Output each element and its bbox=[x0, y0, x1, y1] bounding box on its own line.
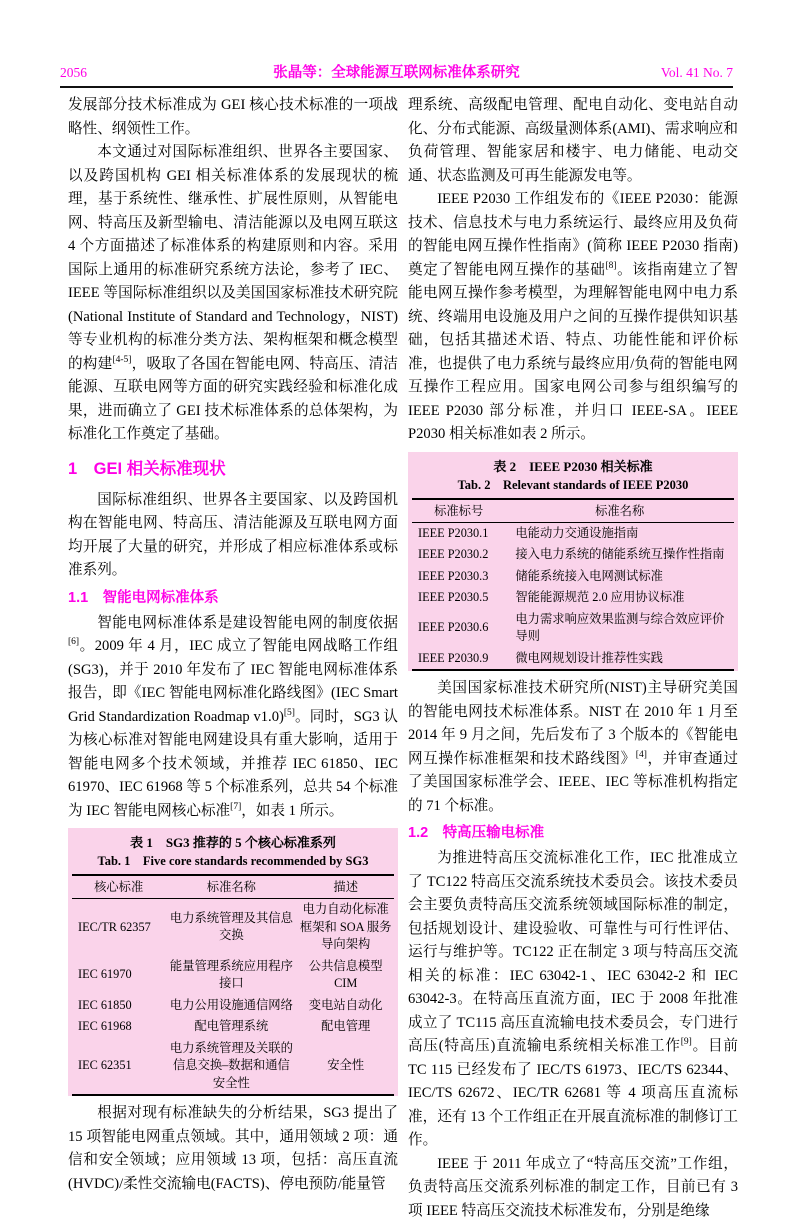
table-2-block bbox=[408, 452, 738, 672]
table-cell: IEEE P2030.9 bbox=[412, 648, 505, 671]
table-cell: 电力系统管理及其信息交换 bbox=[165, 899, 297, 956]
table-cell: IEEE P2030.1 bbox=[412, 522, 505, 544]
paragraph: 为推进特高压交流标准化工作，IEC 批准成立了 TC122 特高压交流系统技术委员会。该技术委员会主要负责特高压交流系统领域国际标准的制定，包括规划设计、建设验收、可靠性与可行性评估、运行与维护等。TC122 正在制定 3 项与特高压交流相关的标准：IEC 63042-1、IEC 63042-2 和 IEC 63042-3。在特高压直流方面，IEC 于 2008 年批准成立了 TC115 高压直流输电技术委员会，专门进行高压(特高压)直流输电系统相关标准工作[9]。目前 TC 115 已经发布了 IEC/TS 61973、IEC/TS 62344、IEC/TS 62672、IEC/TR 62681 等 4 项高压直流标准，还有 13 个工作组正在开展直流标准的制修订工作。 bbox=[408, 847, 738, 1153]
subsection-heading-1-2: 1.2 特高压输电标准 bbox=[408, 822, 738, 844]
table-2-caption-en: Tab. 2 Relevant standards of IEEE P2030 bbox=[412, 476, 734, 494]
subsection-heading-1-1: 1.1 智能电网标准体系 bbox=[68, 587, 398, 609]
table-cell: 智能能源规范 2.0 应用协议标准 bbox=[505, 587, 734, 609]
section-heading-1: 1 GEI 相关标准现状 bbox=[68, 457, 398, 481]
table-row bbox=[72, 899, 394, 956]
table-cell: 电力需求响应效果监测与综合效应评价导则 bbox=[505, 609, 734, 648]
page-body bbox=[68, 94, 738, 1223]
table-cell: IEC 61968 bbox=[72, 1016, 165, 1038]
table-column-header: 标准标号 bbox=[412, 499, 505, 523]
volume-info: Vol. 41 No. 7 bbox=[613, 64, 733, 82]
table-cell: IEEE P2030.2 bbox=[412, 544, 505, 566]
table-cell: 能量管理系统应用程序接口 bbox=[165, 956, 297, 995]
table-cell: 电力公用设施通信网络 bbox=[165, 995, 297, 1017]
table-cell: 安全性 bbox=[297, 1038, 394, 1096]
table-1 bbox=[72, 874, 394, 1096]
table-cell: 变电站自动化 bbox=[297, 995, 394, 1017]
table-cell: IEC 62351 bbox=[72, 1038, 165, 1096]
table-row bbox=[412, 609, 734, 648]
table-cell: 配电管理系统 bbox=[165, 1016, 297, 1038]
page-header bbox=[60, 64, 733, 88]
table-cell: 储能系统接入电网测试标准 bbox=[505, 566, 734, 588]
table-cell: IEEE P2030.3 bbox=[412, 566, 505, 588]
paragraph: 美国国家标准技术研究所(NIST)主导研究美国的智能电网技术标准体系。NIST 在 2010 年 1 月至 2014 年 9 月之间，先后发布了 3 个版本的《智能电网互操作标准框架和技术路线图》[4]，并审查通过了美国国家标准学会、IEEE、IEC 等标准机构指定的 71 个标准。 bbox=[408, 677, 738, 818]
table-row bbox=[412, 566, 734, 588]
table-column-header: 标准名称 bbox=[505, 499, 734, 523]
table-cell: 接入电力系统的储能系统互操作性指南 bbox=[505, 544, 734, 566]
paragraph: 根据对现有标准缺失的分析结果，SG3 提出了 15 项智能电网重点领域。其中，通用领域 2 项：通信和安全领域；应用领域 13 项，包括：高压直流(HVDC)/柔性交流输电(FACTS)、停电预防/能量管 bbox=[68, 1102, 398, 1196]
left-column bbox=[68, 94, 398, 1223]
table-1-caption-en: Tab. 1 Five core standards recommended by SG3 bbox=[72, 852, 394, 870]
table-row bbox=[72, 956, 394, 995]
right-column bbox=[408, 94, 738, 1223]
table-cell: IEC/TR 62357 bbox=[72, 899, 165, 956]
table-column-header: 标准名称 bbox=[165, 875, 297, 899]
table-cell: IEC 61970 bbox=[72, 956, 165, 995]
table-cell: 配电管理 bbox=[297, 1016, 394, 1038]
table-cell: 微电网规划设计推荐性实践 bbox=[505, 648, 734, 671]
table-row bbox=[72, 1016, 394, 1038]
table-2-caption-zh: 表 2 IEEE P2030 相关标准 bbox=[412, 457, 734, 476]
table-2-header-row bbox=[412, 499, 734, 523]
table-cell: 电力系统管理及关联的信息交换–数据和通信安全性 bbox=[165, 1038, 297, 1096]
table-cell: 电力自动化标准框架和 SOA 服务导向架构 bbox=[297, 899, 394, 956]
table-1-header-row bbox=[72, 875, 394, 899]
table-cell: 公共信息模型 CIM bbox=[297, 956, 394, 995]
table-cell: IEEE P2030.6 bbox=[412, 609, 505, 648]
paragraph: 发展部分技术标准成为 GEI 核心技术标准的一项战略性、纲领性工作。 bbox=[68, 94, 398, 141]
table-row bbox=[412, 587, 734, 609]
table-2 bbox=[412, 498, 734, 672]
table-column-header: 核心标准 bbox=[72, 875, 165, 899]
paragraph: 智能电网标准体系是建设智能电网的制度依据[6]。2009 年 4 月，IEC 成立了智能电网战略工作组(SG3)，并于 2010 年发布了 IEC 智能电网标准体系报告，即《IEC 智能电网标准化路线图》(IEC Smart Grid Standardization Roadmap v1.0)[5]。同时，SG3 认为核心标准对智能电网建设具有重大影响，适用于智能电网多个技术领域，并推荐 IEC 61850、IEC 61970、IEC 61968 等 5 个标准系列，总共 54 个标准为 IEC 智能电网核心标准[7]，如表 1 所示。 bbox=[68, 612, 398, 824]
page-number: 2056 bbox=[60, 64, 180, 82]
paragraph: 国际标准组织、世界各主要国家、以及跨国机构在智能电网、特高压、清洁能源及互联电网方面均开展了大量的研究，并形成了相应标准体系或标准系列。 bbox=[68, 489, 398, 583]
table-row bbox=[72, 1038, 394, 1096]
table-1-block bbox=[68, 828, 398, 1096]
table-row bbox=[72, 995, 394, 1017]
table-cell: 电能动力交通设施指南 bbox=[505, 522, 734, 544]
table-column-header: 描述 bbox=[297, 875, 394, 899]
paragraph: 理系统、高级配电管理、配电自动化、变电站自动化、分布式能源、高级量测体系(AMI)、需求响应和负荷管理、智能家居和楼宇、电力储能、电动交通、状态监测及可再生能源发电等。 bbox=[408, 94, 738, 188]
running-title: 张晶等：全球能源互联网标准体系研究 bbox=[180, 64, 613, 82]
table-cell: IEEE P2030.5 bbox=[412, 587, 505, 609]
paragraph: 本文通过对国际标准组织、世界各主要国家、以及跨国机构 GEI 相关标准体系的发展现状的梳理，基于系统性、继承性、扩展性原则，从智能电网、特高压及新型输电、清洁能源以及电网互联这 4 个方面描述了标准体系的构建原则和内容。采用国际上通用的标准研究系统方法论，参考了 IEC、IEEE 等国际标准组织以及美国国家标准技术研究院(National Institute of Standard and Technology，NIST)等专业机构的标准分类方法、架构框架和概念模型的构建[4-5]，吸取了各国在智能电网、特高压、清洁能源、互联电网等方面的研究实践经验和标准化成果，进而确立了 GEI 技术标准体系的总体架构，为标准化工作奠定了基础。 bbox=[68, 141, 398, 447]
table-cell: IEC 61850 bbox=[72, 995, 165, 1017]
table-row bbox=[412, 522, 734, 544]
table-row bbox=[412, 648, 734, 671]
paragraph: IEEE P2030 工作组发布的《IEEE P2030：能源技术、信息技术与电力系统运行、最终应用及负荷的智能电网互操作性指南》(简称 IEEE P2030 指南)奠定了智能电网互操作的基础[8]。该指南建立了智能电网互操作参考模型，为理解智能电网中电力系统、终端用电设施及用户之间的互操作提供知识基础，包括其描述术语、特点、功能性能和评价标准，也提供了电力系统与最终应用/负荷的智能电网互操作工程应用。国家电网公司参与组织编写的 IEEE P2030 部分标准，并归口 IEEE-SA。IEEE P2030 相关标准如表 2 所示。 bbox=[408, 188, 738, 447]
paragraph: IEEE 于 2011 年成立了“特高压交流”工作组，负责特高压交流系列标准的制定工作，目前已有 3 项 IEEE 特高压交流技术标准发布，分别是绝缘 bbox=[408, 1153, 738, 1223]
table-row bbox=[412, 544, 734, 566]
table-1-caption-zh: 表 1 SG3 推荐的 5 个核心标准系列 bbox=[72, 833, 394, 852]
